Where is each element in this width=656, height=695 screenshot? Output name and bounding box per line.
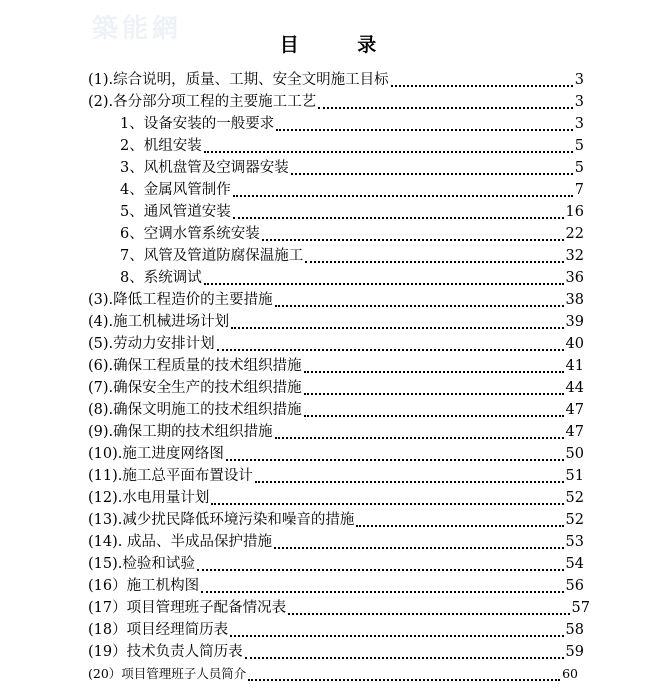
toc-entry-label: (6).确保工程质量的技术组织措施	[88, 358, 302, 374]
toc-entry-2-2[interactable]	[120, 136, 584, 156]
toc-entry-15[interactable]	[88, 554, 584, 574]
toc-leader	[248, 679, 560, 681]
toc-entry-label: (7).确保安全生产的技术组织措施	[88, 380, 302, 396]
toc-leader	[197, 569, 564, 571]
toc-leader	[233, 217, 564, 219]
toc-leader	[391, 85, 573, 87]
toc-entry-page: 5	[574, 160, 584, 176]
toc-entry-page: 52	[565, 490, 584, 506]
toc-entry-10[interactable]	[88, 444, 584, 464]
toc-leader	[304, 371, 564, 373]
toc-entry-2[interactable]	[88, 92, 584, 112]
toc-entry-18[interactable]	[88, 620, 584, 640]
toc-entry-page: 50	[565, 446, 584, 462]
toc-entry-page: 39	[565, 314, 584, 330]
page-title: 目 录	[279, 34, 403, 56]
toc-entry-1[interactable]	[88, 70, 584, 90]
toc-entry-2-4[interactable]	[120, 180, 584, 200]
toc-entry-label: (5).劳动力安排计划	[88, 336, 215, 352]
toc-leader	[217, 349, 564, 351]
toc-entry-13[interactable]	[88, 510, 584, 530]
toc-entry-label: (11).施工总平面布置设计	[88, 468, 253, 484]
toc-entry-label: (15).检验和试验	[88, 556, 195, 572]
toc-leader	[204, 283, 564, 285]
toc-leader	[275, 437, 564, 439]
watermark-logo: 築能網	[92, 14, 183, 44]
toc-entry-label: (1).综合说明，质量、工期、安全文明施工目标	[88, 72, 389, 88]
toc-entry-page: 53	[565, 534, 584, 550]
toc-entry-label: 1、设备安装的一般要求	[120, 116, 275, 132]
toc-entry-label: (16）施工机构图	[88, 578, 200, 594]
toc-entry-page: 5	[574, 138, 584, 154]
toc-leader	[304, 393, 564, 395]
toc-entry-label: (10).施工进度网络图	[88, 446, 224, 462]
toc-entry-2-5[interactable]	[120, 202, 584, 222]
toc-entry-14[interactable]	[88, 532, 584, 552]
toc-entry-3[interactable]	[88, 290, 584, 310]
toc-entry-2-7[interactable]	[120, 246, 584, 266]
toc-leader	[356, 525, 563, 527]
toc-entry-label: (8).确保文明施工的技术组织措施	[88, 402, 302, 418]
toc-entry-label: (3).降低工程造价的主要措施	[88, 292, 273, 308]
toc-entry-6[interactable]	[88, 356, 584, 376]
toc-entry-2-8[interactable]	[120, 268, 584, 288]
toc-entry-page: 59	[565, 644, 584, 660]
toc-entry-label: (17）项目管理班子配备情况表	[88, 600, 287, 616]
toc-entry-label: (12).水电用量计划	[88, 490, 210, 506]
toc-entry-page: 47	[565, 424, 584, 440]
toc-entry-16[interactable]	[88, 576, 584, 596]
toc-entry-4[interactable]	[88, 312, 584, 332]
toc-entry-12[interactable]	[88, 488, 584, 508]
toc-entry-page: 16	[565, 204, 584, 220]
toc-leader	[230, 635, 563, 637]
toc-entry-page: 60	[562, 666, 578, 681]
toc-entry-page: 56	[565, 578, 584, 594]
toc-entry-label: 2、机组安装	[120, 138, 202, 154]
toc-entry-page: 44	[565, 380, 584, 396]
toc-entry-page: 40	[565, 336, 584, 352]
toc-entry-page: 51	[565, 468, 584, 484]
toc-entry-label: 7、风管及管道防腐保温施工	[120, 248, 304, 264]
toc-entry-page: 32	[565, 248, 584, 264]
toc-entry-page: 22	[565, 226, 584, 242]
toc-leader	[231, 327, 563, 329]
toc-leader	[274, 547, 564, 549]
toc-entry-20[interactable]	[88, 664, 578, 684]
toc-leader	[305, 261, 563, 263]
toc-entry-page: 36	[565, 270, 584, 286]
toc-entry-label: (2).各分部分项工程的主要施工工艺	[88, 94, 317, 110]
toc-entry-label: 5、通风管道安装	[120, 204, 231, 220]
toc-entry-19[interactable]	[88, 642, 584, 662]
toc-entry-9[interactable]	[88, 422, 584, 442]
toc-entry-label: (9).确保工期的技术组织措施	[88, 424, 273, 440]
toc-entry-page: 3	[574, 72, 584, 88]
toc-entry-label: 8、系统调试	[120, 270, 202, 286]
toc-entry-page: 57	[571, 600, 590, 616]
toc-entry-2-3[interactable]	[120, 158, 584, 178]
toc-entry-label: 4、金属风管制作	[120, 182, 231, 198]
toc-entry-page: 7	[574, 182, 584, 198]
toc-entry-7[interactable]	[88, 378, 584, 398]
toc-entry-11[interactable]	[88, 466, 584, 486]
toc-leader	[204, 151, 573, 153]
toc-leader	[275, 305, 564, 307]
toc-entry-2-1[interactable]	[120, 114, 584, 134]
toc-leader	[255, 481, 564, 483]
toc-entry-page: 58	[565, 622, 584, 638]
toc-entry-label: (20）项目管理班子人员简介	[88, 666, 247, 681]
toc-entry-label: 3、风机盘管及空调器安装	[120, 160, 289, 176]
toc-leader	[291, 173, 573, 175]
toc-leader	[226, 459, 564, 461]
toc-entry-label: (19）技术负责人简历表	[88, 644, 243, 660]
toc-entry-label: 6、空调水管系统安装	[120, 226, 260, 242]
toc-entry-page: 3	[574, 94, 584, 110]
toc-entry-page: 47	[565, 402, 584, 418]
toc-entry-page: 54	[565, 556, 584, 572]
toc-entry-page: 3	[574, 116, 584, 132]
toc-leader	[211, 503, 563, 505]
toc-entry-page: 38	[565, 292, 584, 308]
toc-entry-label: (4).施工机械进场计划	[88, 314, 230, 330]
toc-leader	[245, 657, 564, 659]
toc-leader	[233, 195, 573, 197]
toc-entry-page: 41	[565, 358, 584, 374]
toc-leader	[288, 613, 569, 615]
toc-leader	[262, 239, 564, 241]
toc-entry-label: (13).减少扰民降低环境污染和噪音的措施	[88, 512, 355, 528]
toc-entry-label: (18）项目经理简历表	[88, 622, 229, 638]
toc-entry-label: (14). 成品、半成品保护措施	[88, 534, 272, 550]
toc-entry-17[interactable]	[88, 598, 590, 618]
toc-leader	[276, 129, 573, 131]
toc-leader	[318, 107, 573, 109]
toc-entry-page: 52	[565, 512, 584, 528]
toc-leader	[201, 591, 563, 593]
toc-leader	[304, 415, 564, 417]
toc-entry-8[interactable]	[88, 400, 584, 420]
toc-entry-2-6[interactable]	[120, 224, 584, 244]
toc-entry-5[interactable]	[88, 334, 584, 354]
